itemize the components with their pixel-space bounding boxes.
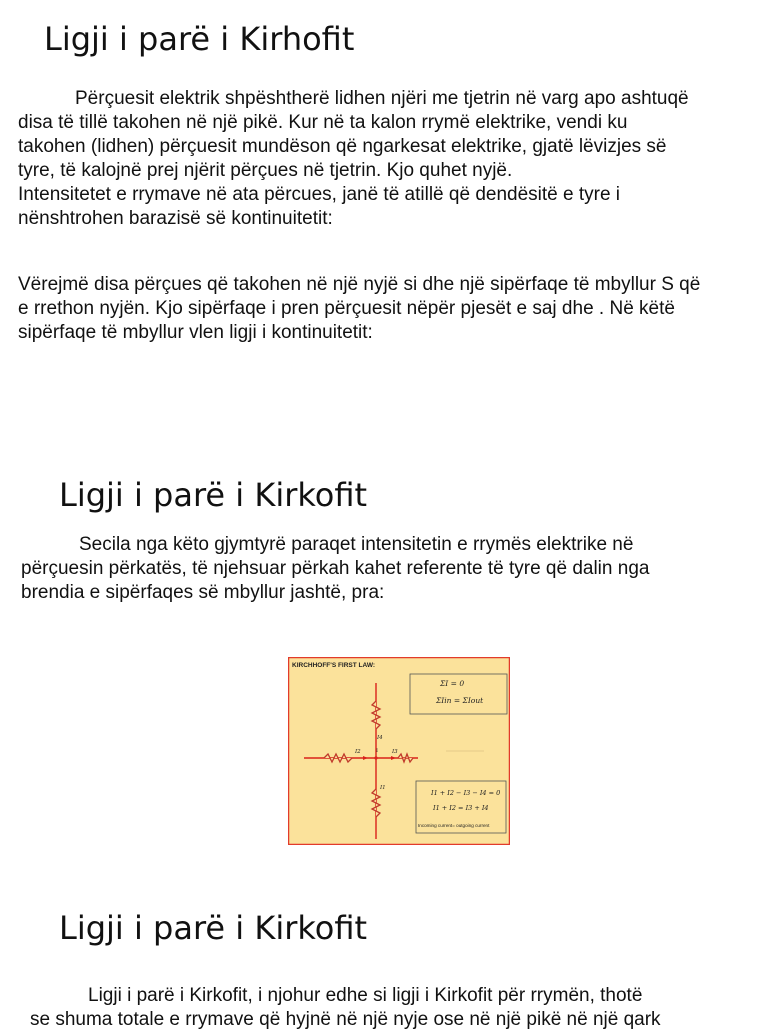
text-line: Intensitetet e rrymave në ata përcues, janë të atillë që dendësitë e tyre i <box>18 184 621 205</box>
equation-balance: I1 + I2 = I3 + I4 <box>433 804 489 812</box>
equation-note: Incoming current= outgoing current <box>418 823 490 828</box>
equation-signed-sum: I1 + I2 − I3 − I4 = 0 <box>431 789 501 797</box>
label-i2: I2 <box>355 749 361 755</box>
equation-sum-zero: ΣI = 0 <box>440 679 465 688</box>
label-i3: I3 <box>392 749 398 755</box>
section1-paragraph2 <box>18 273 700 345</box>
text-line: Ligji i parë i Kirkofit, i njohur edhe si ligji i Kirkofit për rrymën, thotë <box>88 985 643 1006</box>
section3-title: Ligji i parë i Kirkofit <box>59 909 368 947</box>
text-line: se shuma totale e rrymave që hyjnë në një nyje ose në një pikë në një qark <box>30 1009 661 1030</box>
section3-paragraph <box>30 984 661 1032</box>
junction-node <box>374 756 377 759</box>
text-line: përçuesin përkatës, të njehsuar përkah kahet referente të tyre që dalin nga <box>21 558 650 579</box>
text-line: Secila nga këto gjymtyrë paraqet intensitetin e rrymës elektrike në <box>79 534 634 555</box>
text-line: tyre, të kalojnë prej njërit përçues në tjetrin. Kjo quhet nyjë. <box>18 160 513 181</box>
section1-title: Ligji i parë i Kirhofit <box>44 20 355 58</box>
kirchhoff-figure <box>288 657 510 845</box>
label-i4: I4 <box>377 735 383 741</box>
text-line: nënshtrohen barazisë së kontinuitetit: <box>18 208 333 229</box>
text-line: Vërejmë disa përçues që takohen në një nyjë si dhe një sipërfaqe të mbyllur S që <box>18 274 701 295</box>
section2-paragraph <box>21 533 649 605</box>
text-line: sipërfaqe të mbyllur vlen ligji i kontinuitetit: <box>18 322 373 343</box>
section1-paragraph1 <box>18 87 689 231</box>
section2-title: Ligji i parë i Kirkofit <box>59 476 368 514</box>
text-line: disa të tillë takohen në një pikë. Kur në ta kalon rrymë elektrike, vendi ku <box>18 112 628 133</box>
figure-heading: KIRCHHOFF'S FIRST LAW: <box>292 662 376 669</box>
label-node: I <box>376 748 378 754</box>
text-line: brendia e sipërfaqes së mbyllur jashtë, pra: <box>21 582 385 603</box>
text-line: Përçuesit elektrik shpështherë lidhen njëri me tjetrin në varg apo ashtuqë <box>75 88 689 109</box>
label-i1: I1 <box>380 785 386 791</box>
text-line: takohen (lidhen) përçuesit mundëson që ngarkesat elektrike, gjatë lëvizjes së <box>18 136 667 157</box>
equation-in-out: ΣIin = ΣIout <box>436 696 484 705</box>
text-line: e rrethon nyjën. Kjo sipërfaqe i pren përçuesit nëpër pjesët e saj dhe . Në këtë <box>18 298 675 319</box>
